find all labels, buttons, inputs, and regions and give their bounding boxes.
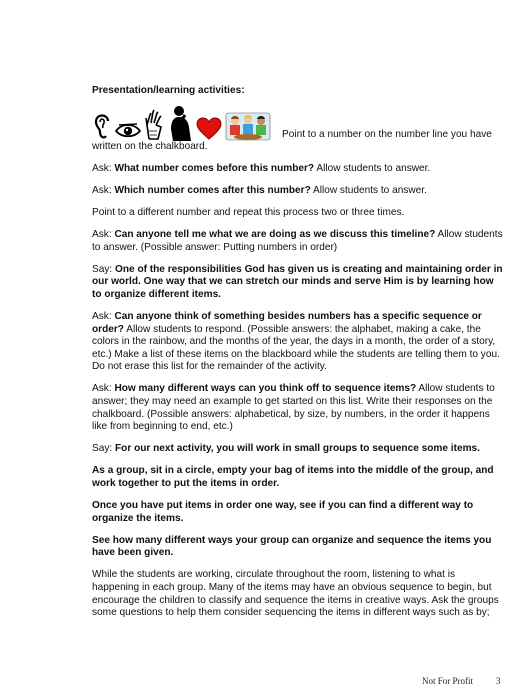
ear-icon — [92, 111, 112, 141]
paragraph-4: Point to a different number and repeat this process two or three times. — [92, 206, 405, 218]
paragraph-3: Ask: Which number comes after this number? Allow students to answer. — [92, 184, 427, 196]
paragraph-11: Once you have put items in order one way, see if you can find a different way to organize the items. — [92, 500, 474, 524]
praying-person-icon — [167, 105, 193, 141]
icon-row — [92, 105, 504, 141]
paragraph-7: Ask: Can anyone think of something besides numbers has a specific sequence or order? Allow students to respond. (Possible answers: the alphabet, making a cake, the colors in the rainbow, and the months of the year, the days in a month, the order of a story, etc.) Make a list of these items on the blackboard while the students are telling them to you. Do not erase this list for the remainder of the activity. — [92, 310, 500, 373]
paragraph-12: See how many different ways your group can organize and sequence the items you have been given. — [92, 534, 492, 559]
paragraph-5: Ask: Can anyone tell me what we are doing as we discuss this timeline? Allow students to answer. (Possible answer: Putting numbers in order) — [92, 228, 503, 253]
paragraph-8: Ask: How many different ways can you think off to sequence items? Allow students to answer; they may need an example to get started on this list. Write their responses on the chalkboard. (Possible answers: alphabetical, by size, by numbers, in the order it happens like from beginning to end, etc.) — [92, 383, 495, 433]
children-group-icon — [225, 111, 271, 141]
heart-icon — [196, 117, 222, 141]
section-heading: Presentation/learning activities: — [92, 85, 245, 96]
page-body — [92, 85, 504, 629]
eye-icon — [115, 121, 141, 141]
paragraph-1-cont: written on the chalkboard. — [92, 140, 208, 152]
icon-line-text: Point to a number on the number line you have — [282, 128, 492, 140]
paragraph-13: While the students are working, circulate throughout the room, listening to what is happening in each group. Many of the items may have an obvious sequence to begin, but encourage the children to classify and sequence the items in creative ways. Ask the groups some questions to help them consider sequencing the items in different ways such as by; — [92, 569, 499, 619]
paragraph-2: Ask: What number comes before this number? Allow students to answer. — [92, 162, 431, 174]
page-number: 3 — [496, 676, 501, 686]
paragraph-10: As a group, sit in a circle, empty your bag of items into the middle of the group, and work together to put the items in order. — [92, 465, 494, 489]
footer-label: Not For Profit — [422, 676, 474, 686]
paragraph-9: Say: For our next activity, you will work in small groups to sequence some items. — [92, 443, 480, 455]
paragraph-6: Say: One of the responsibilities God has given us is creating and maintaining order in our world. One way that we can stretch our minds and serve Him is by learning how to organize different items. — [92, 263, 503, 300]
learning-icons — [92, 105, 271, 141]
hand-icon — [144, 109, 164, 141]
